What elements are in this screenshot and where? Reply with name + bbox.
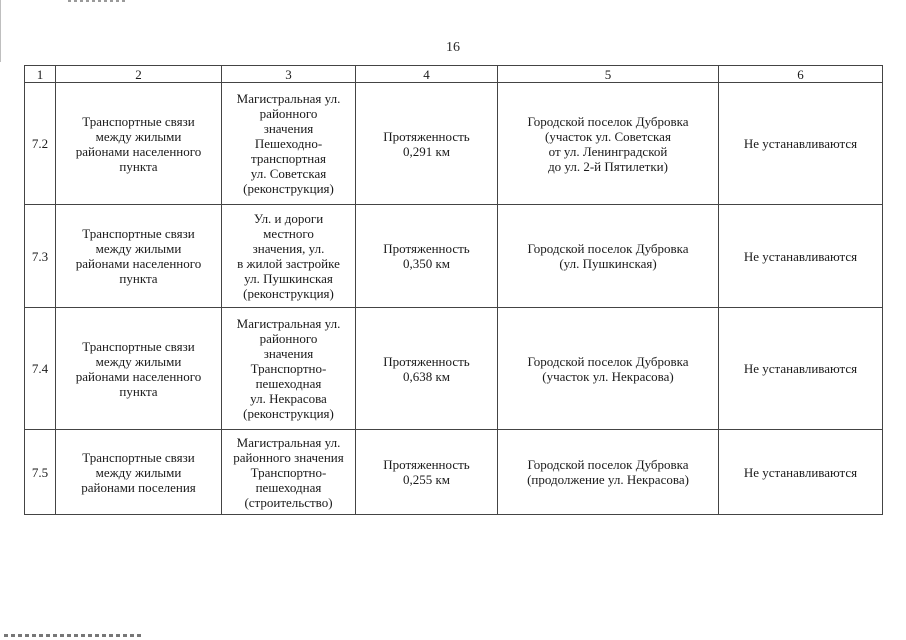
header-cell-6: 6 xyxy=(719,66,883,83)
text-line: местного xyxy=(263,226,314,241)
row-number: 7.4 xyxy=(25,308,56,430)
text-line: 0,638 км xyxy=(402,368,451,384)
purpose-cell xyxy=(56,205,222,308)
purpose-cell xyxy=(56,308,222,430)
row-number: 7.3 xyxy=(25,205,56,308)
text-line: от ул. Ленинградской xyxy=(548,143,668,159)
text-line: Городской поселок Дубровка xyxy=(527,113,689,129)
text-line: в жилой застройке xyxy=(237,256,340,271)
zones-cell: Не устанавливаются xyxy=(719,308,883,430)
header-cell-4: 4 xyxy=(356,66,498,83)
text-line: Транспортные связи xyxy=(82,449,195,465)
zones-cell: Не устанавливаются xyxy=(719,430,883,515)
text-line: значения, ул. xyxy=(252,241,325,256)
text-line: (продолжение ул. Некрасова) xyxy=(527,472,689,487)
text-line: пункта xyxy=(119,271,158,286)
text-line: районного значения xyxy=(233,449,344,465)
text-line: Протяженность xyxy=(383,241,470,256)
location-cell xyxy=(498,205,719,308)
text-line: ул. Советская xyxy=(250,166,327,181)
header-cell-5: 5 xyxy=(498,66,719,83)
scan-artifact-bottom xyxy=(4,634,144,637)
location-cell xyxy=(498,430,719,515)
text-line: (участок ул. Некрасова) xyxy=(542,368,674,384)
characteristic-cell xyxy=(356,430,498,515)
zones-cell: Не устанавливаются xyxy=(719,205,883,308)
zones-cell: Не устанавливаются xyxy=(719,83,883,205)
text-line: Городской поселок Дубровка xyxy=(527,241,689,256)
text-line: (ул. Пушкинская) xyxy=(559,256,657,271)
text-line: пешеходная xyxy=(255,376,322,391)
row-number: 7.5 xyxy=(25,430,56,515)
text-line: пешеходная xyxy=(255,479,322,495)
object-cell xyxy=(222,308,356,430)
text-line: районами населенного xyxy=(75,143,202,159)
location-cell xyxy=(498,83,719,205)
text-line: Городской поселок Дубровка xyxy=(527,353,689,369)
header-cell-1: 1 xyxy=(25,66,56,83)
text-line: ул. Пушкинская xyxy=(244,271,333,286)
text-line: пункта xyxy=(119,158,158,174)
text-line: (реконструкция) xyxy=(243,181,334,196)
text-line: Магистральная ул. xyxy=(236,434,341,450)
text-line: 0,291 км xyxy=(402,143,451,159)
table-row xyxy=(25,308,883,430)
header-row xyxy=(25,66,883,83)
object-cell xyxy=(222,430,356,515)
text-line: между жилыми xyxy=(95,241,182,256)
location-cell xyxy=(498,308,719,430)
text-line: Пешеходно- xyxy=(254,136,323,151)
text-line: районного xyxy=(259,331,318,346)
text-line: (строительство) xyxy=(244,494,333,510)
text-line: районами населенного xyxy=(75,256,202,271)
text-line: Магистральная ул. xyxy=(236,316,341,331)
text-line: Городской поселок Дубровка xyxy=(527,457,689,472)
text-line: пункта xyxy=(119,383,158,399)
object-cell xyxy=(222,83,356,205)
text-line: Транспортные связи xyxy=(82,226,195,241)
text-line: между жилыми xyxy=(95,128,182,144)
purpose-cell xyxy=(56,430,222,515)
text-line: Протяженность xyxy=(383,353,470,369)
text-line: между жилыми xyxy=(95,464,182,480)
scan-artifact-top xyxy=(68,0,126,2)
text-line: Протяженность xyxy=(383,128,470,144)
text-line: Протяженность xyxy=(383,457,470,472)
text-line: значения xyxy=(263,346,314,361)
table-row xyxy=(25,83,883,205)
text-line: 0,350 км xyxy=(402,256,451,271)
text-line: ул. Некрасова xyxy=(250,391,327,406)
text-line: 0,255 км xyxy=(402,472,451,487)
text-line: районами поселения xyxy=(81,479,196,495)
table-row xyxy=(25,430,883,515)
text-line: районного xyxy=(259,106,318,121)
header-cell-2: 2 xyxy=(56,66,222,83)
text-line: Магистральная ул. xyxy=(236,91,341,106)
characteristic-cell xyxy=(356,205,498,308)
text-line: до ул. 2-й Пятилетки) xyxy=(548,158,668,174)
text-line: Ул. и дороги xyxy=(253,211,324,226)
objects-table xyxy=(24,65,883,515)
text-line: Транспортно- xyxy=(250,464,327,480)
object-cell xyxy=(222,205,356,308)
text-line: между жилыми xyxy=(95,353,182,369)
purpose-cell xyxy=(56,83,222,205)
text-line: транспортная xyxy=(250,151,326,166)
table-row xyxy=(25,205,883,308)
characteristic-cell xyxy=(356,308,498,430)
characteristic-cell xyxy=(356,83,498,205)
row-number: 7.2 xyxy=(25,83,56,205)
header-cell-3: 3 xyxy=(222,66,356,83)
text-line: Транспортно- xyxy=(250,361,327,376)
text-line: районами населенного xyxy=(75,368,202,384)
text-line: (реконструкция) xyxy=(243,286,334,301)
text-line: (реконструкция) xyxy=(243,406,334,421)
text-line: Транспортные связи xyxy=(82,338,195,354)
page-number: 16 xyxy=(446,40,460,55)
text-line: (участок ул. Советская xyxy=(545,128,671,144)
text-line: Транспортные связи xyxy=(82,113,195,129)
text-line: значения xyxy=(263,121,314,136)
